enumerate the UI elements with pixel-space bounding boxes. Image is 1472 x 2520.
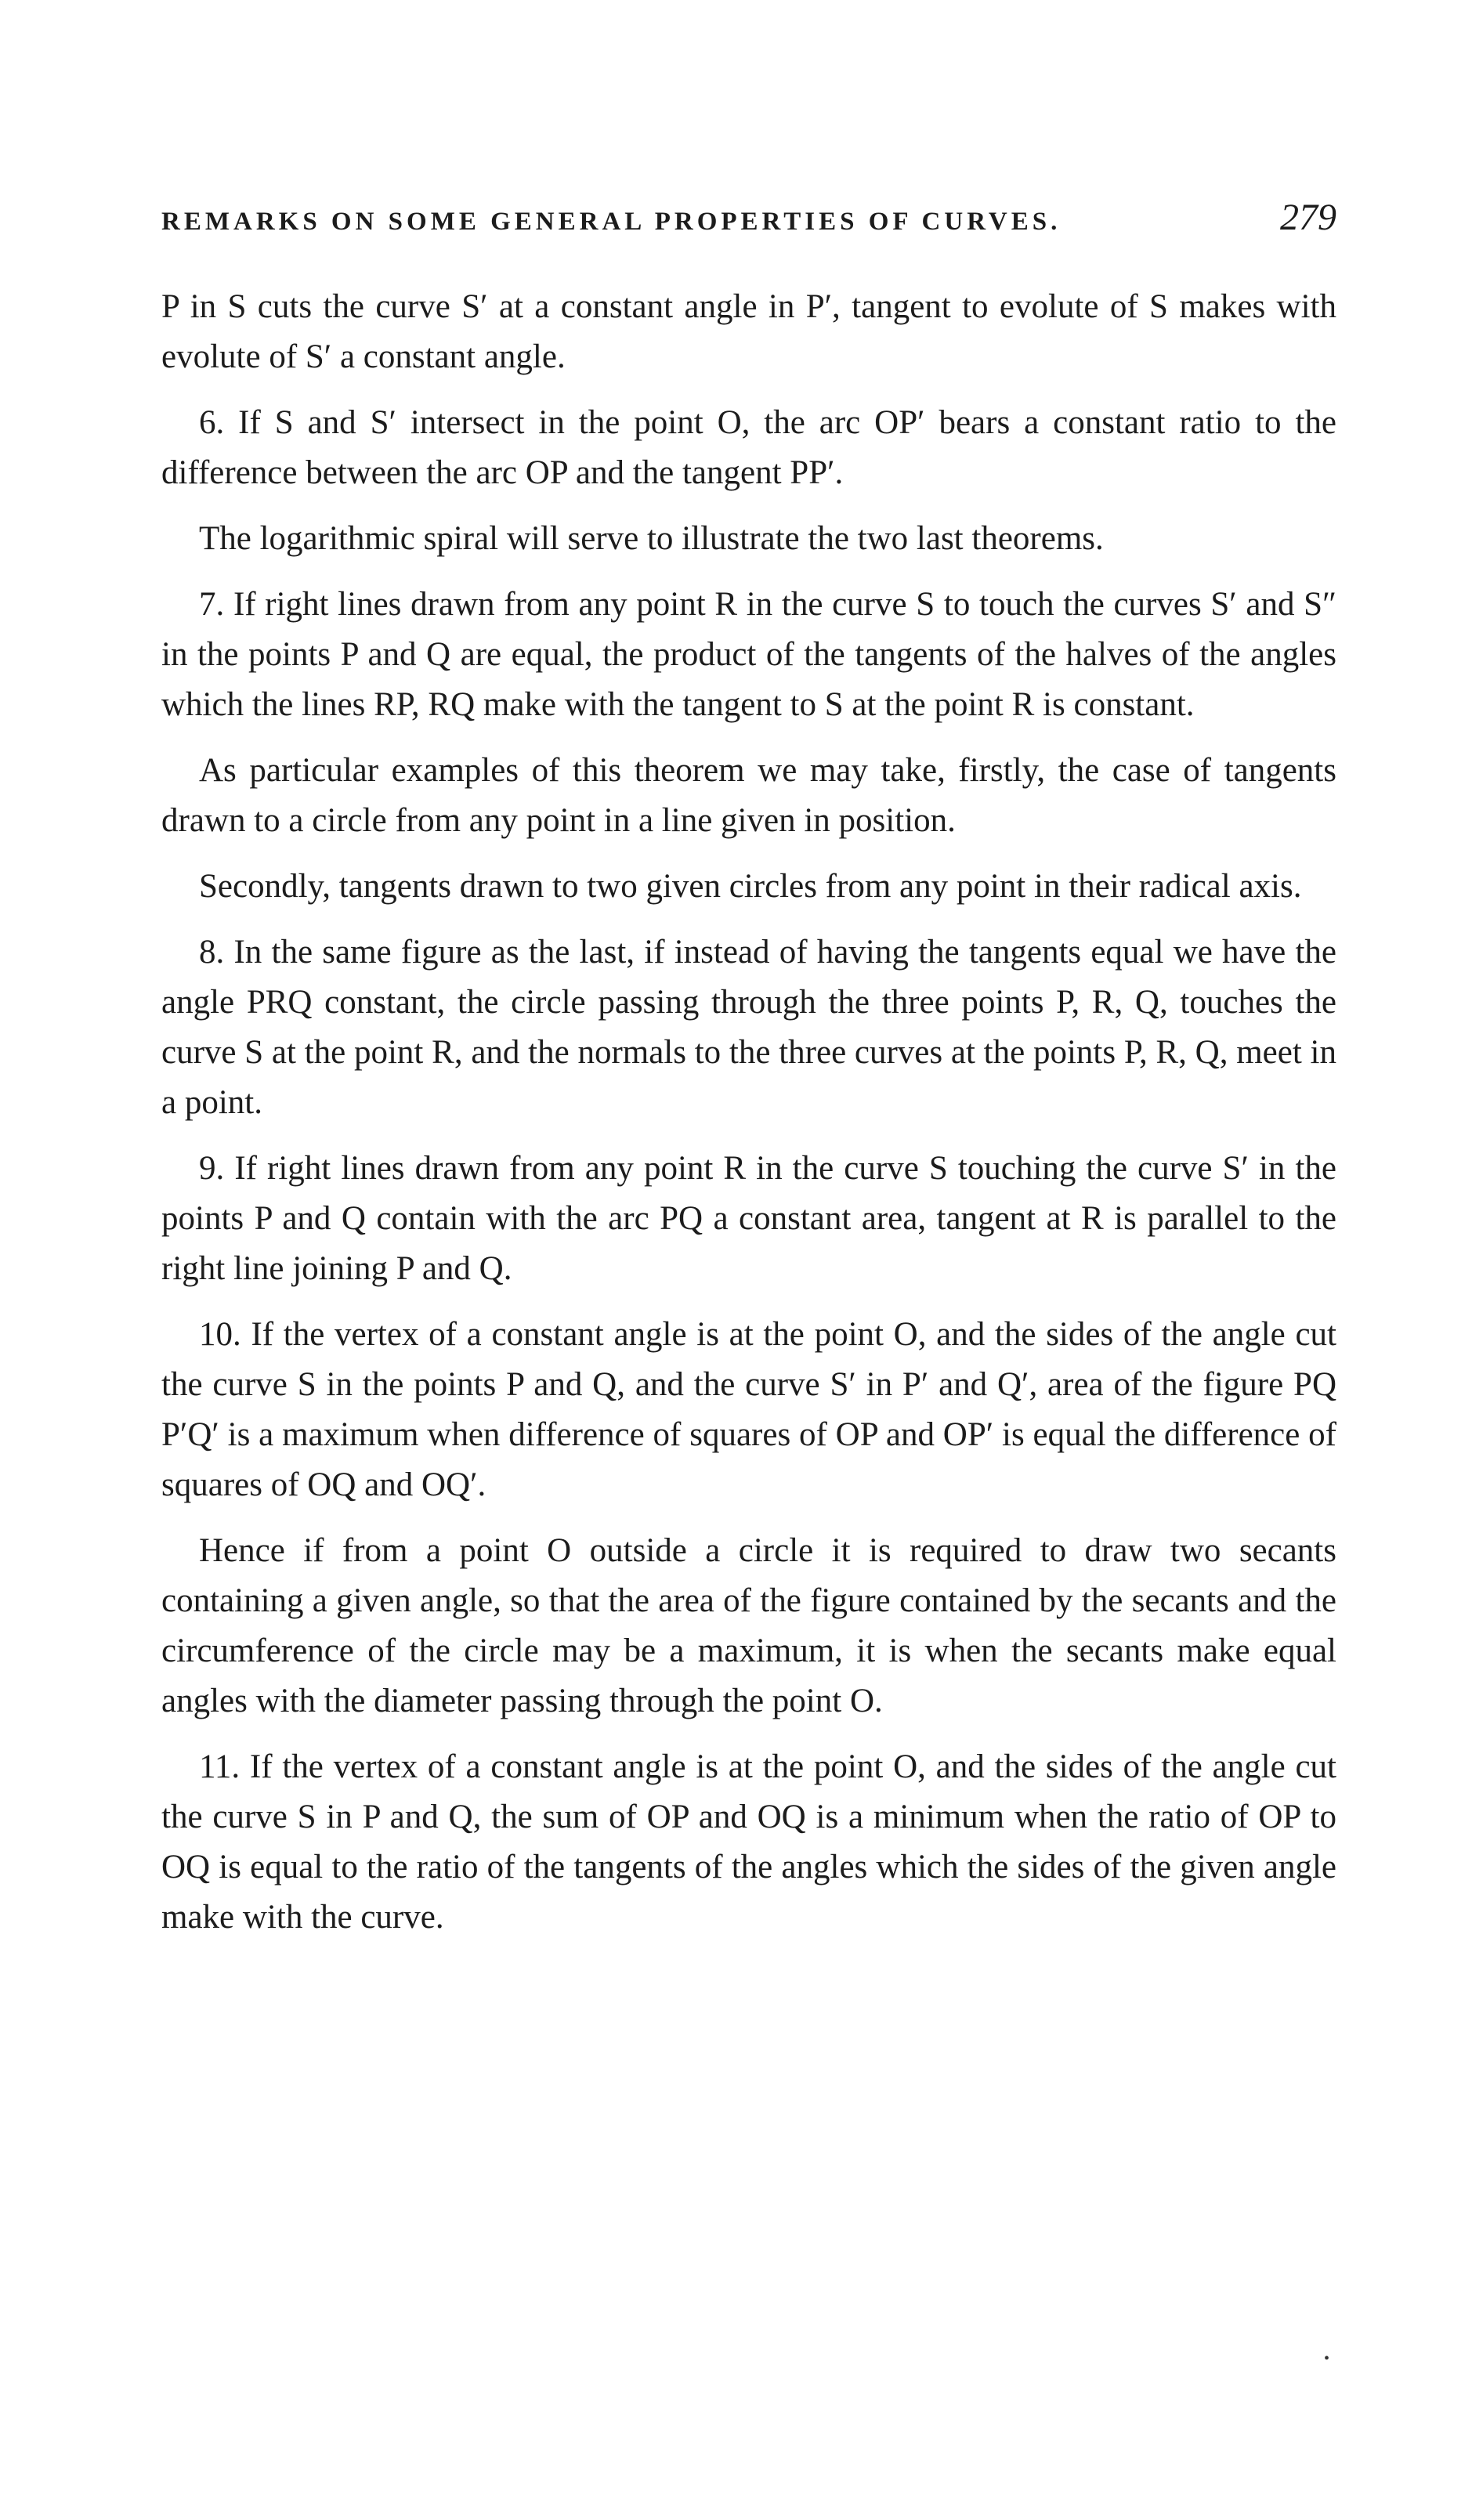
paragraph-example-first: As particular examples of this theorem we may take, firstly, the case of tangents drawn to a circle from any point in a line given in position. [161, 752, 1336, 839]
paragraph-theorem-6: 6. If S and S′ intersect in the point O, the arc OP′ bears a constant ratio to the difference between the arc OP and the tangent PP′. [161, 404, 1336, 491]
page-speck: • [1324, 2350, 1330, 2367]
paragraph-continued: P in S cuts the curve S′ at a constant angle in P′, tangent to evolute of S makes with evolute of S′ a constant angle. [161, 288, 1336, 375]
paragraph-theorem-9: 9. If right lines drawn from any point R in the curve S touching the curve S′ in the points P and Q contain with the arc PQ a constant area, tangent at R is parallel to the right line joining P and Q. [161, 1150, 1336, 1287]
paragraph-theorem-7: 7. If right lines drawn from any point R in the curve S to touch the curves S′ and S″ in the points P and Q are equal, the product of the tangents of the halves of the angles which the lines RP, RQ make with the tangent to S at the point R is constant. [161, 586, 1336, 723]
paragraph-theorem-8: 8. In the same figure as the last, if instead of having the tangents equal we have the angle PRQ constant, the circle passing through the three points P, R, Q, touches the curve S at the point R, and the normals to the three curves at the points P, R, Q, meet in a point. [161, 934, 1336, 1121]
running-title: REMARKS ON SOME GENERAL PROPERTIES OF CURVES. [161, 208, 1062, 236]
paragraph-spiral-note: The logarithmic spiral will serve to illustrate the two last theorems. [199, 520, 1104, 557]
page [161, 196, 1336, 1958]
paragraph-theorem-11: 11. If the vertex of a constant angle is at the point O, and the sides of the angle cut the curve S in P and Q, the sum of OP and OQ is a minimum when the ratio of OP to OQ is equal to the ratio of the tangents of the angles which the sides of the given angle make with the curve. [161, 1748, 1336, 1936]
paragraph-secants-corollary: Hence if from a point O outside a circle it is required to draw two secants containing a given angle, so that the area of the figure contained by the secants and the circumference of the circle may be a maximum, it is when the secants make equal angles with the diameter passing through the point O. [161, 1532, 1336, 1719]
paragraph-theorem-10: 10. If the vertex of a constant angle is at the point O, and the sides of the angle cut the curve S in the points P and Q, and the curve S′ in P′ and Q′, area of the figure PQ P′Q′ is a maximum when difference of squares of OP and OP′ is equal the difference of squares of OQ and OQ′. [161, 1316, 1336, 1503]
paragraph-example-second: Secondly, tangents drawn to two given circles from any point in their radical axis. [199, 868, 1302, 905]
page-number: 279 [1280, 197, 1336, 238]
running-head [161, 196, 1336, 266]
